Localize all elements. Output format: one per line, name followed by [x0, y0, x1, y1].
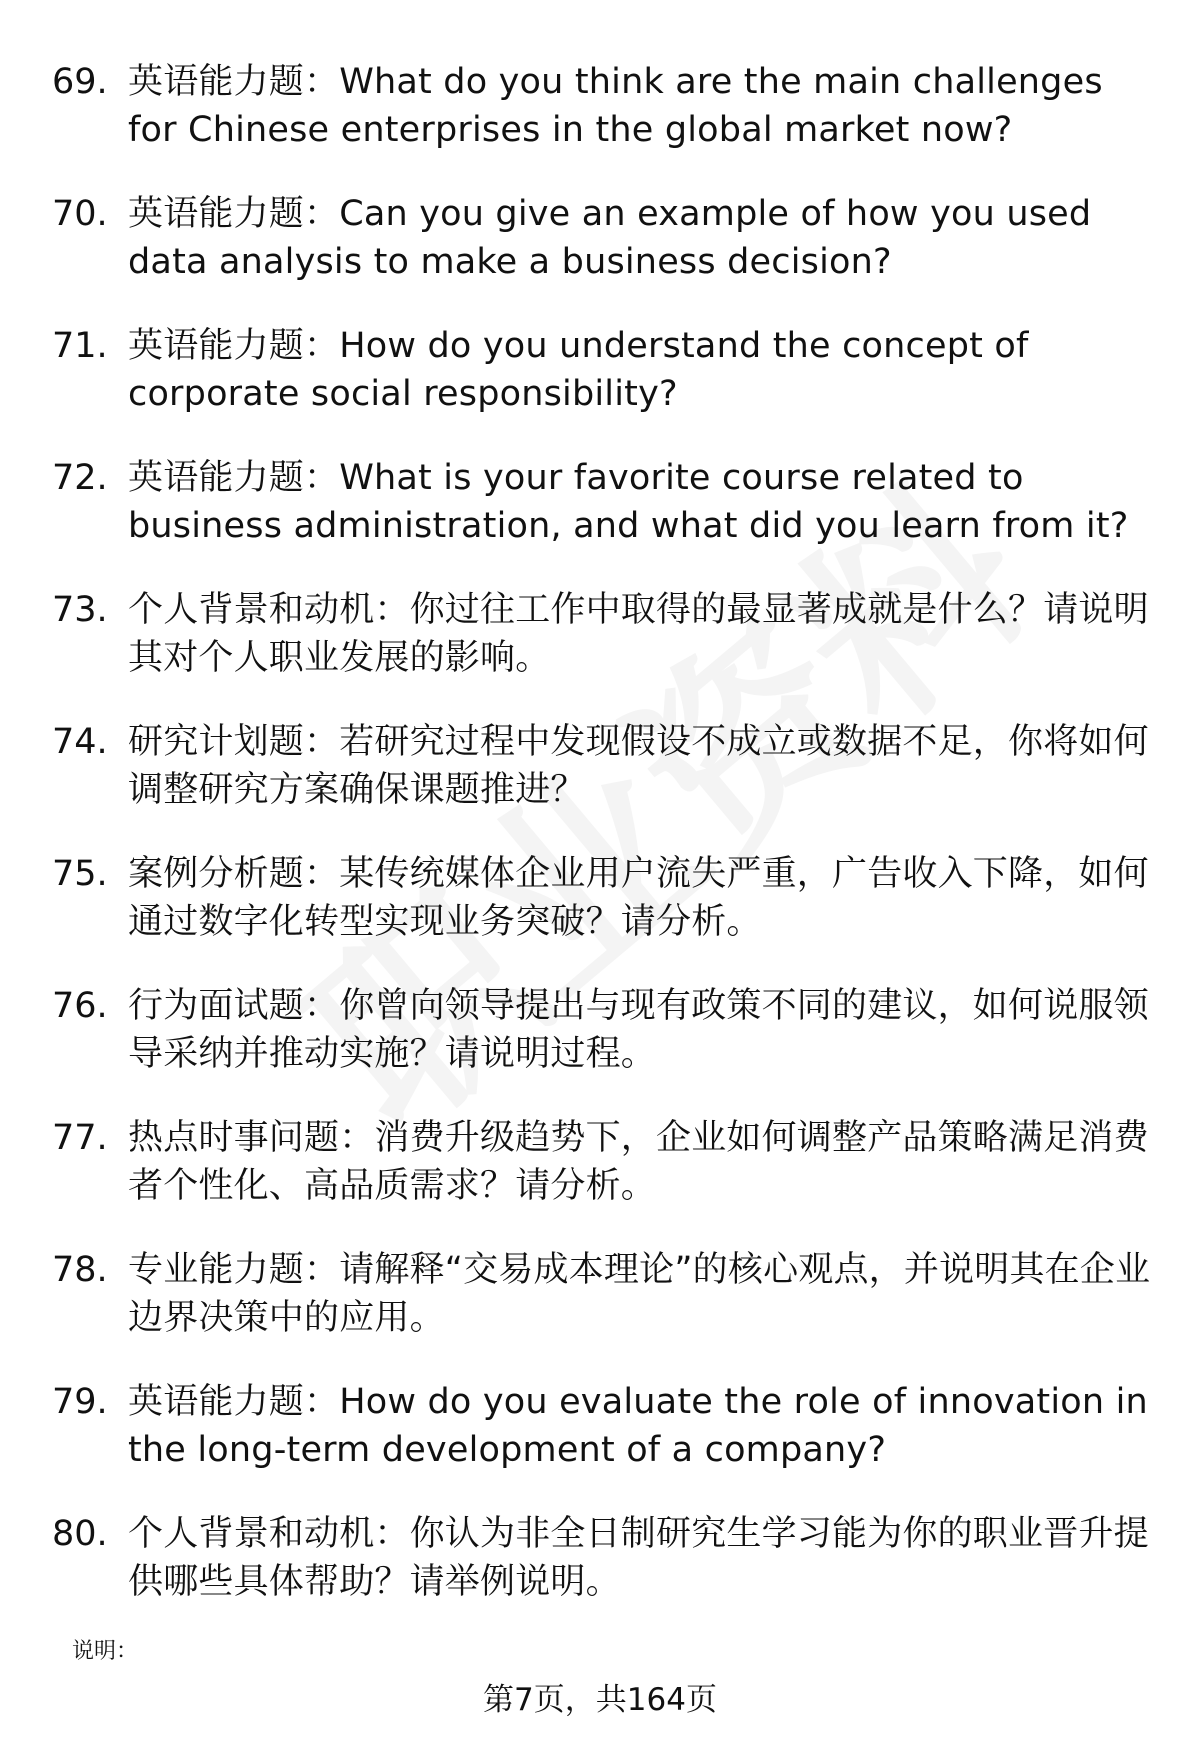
question-text: 个人背景和动机：你认为非全日制研究生学习能为你的职业晋升提供哪些具体帮助？请举例说明。	[128, 1514, 1149, 1602]
list-item	[52, 454, 1152, 586]
question-number: 76.	[52, 986, 108, 1026]
question-number: 69.	[52, 62, 108, 102]
question-text: 行为面试题：你曾向领导提出与现有政策不同的建议，如何说服领导采纳并推动实施？请说明过程。	[128, 986, 1149, 1074]
question-list	[52, 58, 1152, 1642]
question-number: 77.	[52, 1118, 108, 1158]
question-number: 79.	[52, 1382, 108, 1422]
list-item	[52, 586, 1152, 718]
list-item	[52, 982, 1152, 1114]
list-item	[52, 1246, 1152, 1378]
question-text: 英语能力题：How do you understand the concept of corporate social responsibility?	[128, 326, 1029, 414]
question-text: 案例分析题：某传统媒体企业用户流失严重，广告收入下降，如何通过数字化转型实现业务突破？请分析。	[128, 854, 1149, 942]
question-text: 研究计划题：若研究过程中发现假设不成立或数据不足，你将如何调整研究方案确保课题推进？	[128, 722, 1149, 810]
question-number: 72.	[52, 458, 108, 498]
page-footer: 第7页，共164页	[483, 1682, 717, 1718]
list-item	[52, 58, 1152, 190]
question-number: 75.	[52, 854, 108, 894]
question-text: 专业能力题：请解释“交易成本理论”的核心观点，并说明其在企业边界决策中的应用。	[128, 1250, 1151, 1338]
list-item	[52, 718, 1152, 850]
question-number: 70.	[52, 194, 108, 234]
question-text: 英语能力题：What is your favorite course related to business administration, and what did you learn from it?	[128, 458, 1129, 546]
list-item	[52, 322, 1152, 454]
list-item	[52, 1378, 1152, 1510]
list-item	[52, 850, 1152, 982]
list-item	[52, 1510, 1152, 1642]
question-text: 英语能力题：Can you give an example of how you used data analysis to make a business decision?	[128, 194, 1092, 282]
question-number: 80.	[52, 1514, 108, 1554]
question-number: 73.	[52, 590, 108, 630]
question-text: 热点时事问题：消费升级趋势下，企业如何调整产品策略满足消费者个性化、高品质需求？请分析。	[128, 1118, 1149, 1206]
question-text: 个人背景和动机：你过往工作中取得的最显著成就是什么？请说明其对个人职业发展的影响。	[128, 590, 1149, 678]
list-item	[52, 1114, 1152, 1246]
question-number: 71.	[52, 326, 108, 366]
list-item	[52, 190, 1152, 322]
question-text: 英语能力题：How do you evaluate the role of innovation in the long-term development of a company?	[128, 1382, 1148, 1470]
note-label: 说明：	[72, 1639, 139, 1664]
question-number: 74.	[52, 722, 108, 762]
question-number: 78.	[52, 1250, 108, 1290]
question-text: 英语能力题：What do you think are the main challenges for Chinese enterprises in the global market now?	[128, 62, 1103, 150]
